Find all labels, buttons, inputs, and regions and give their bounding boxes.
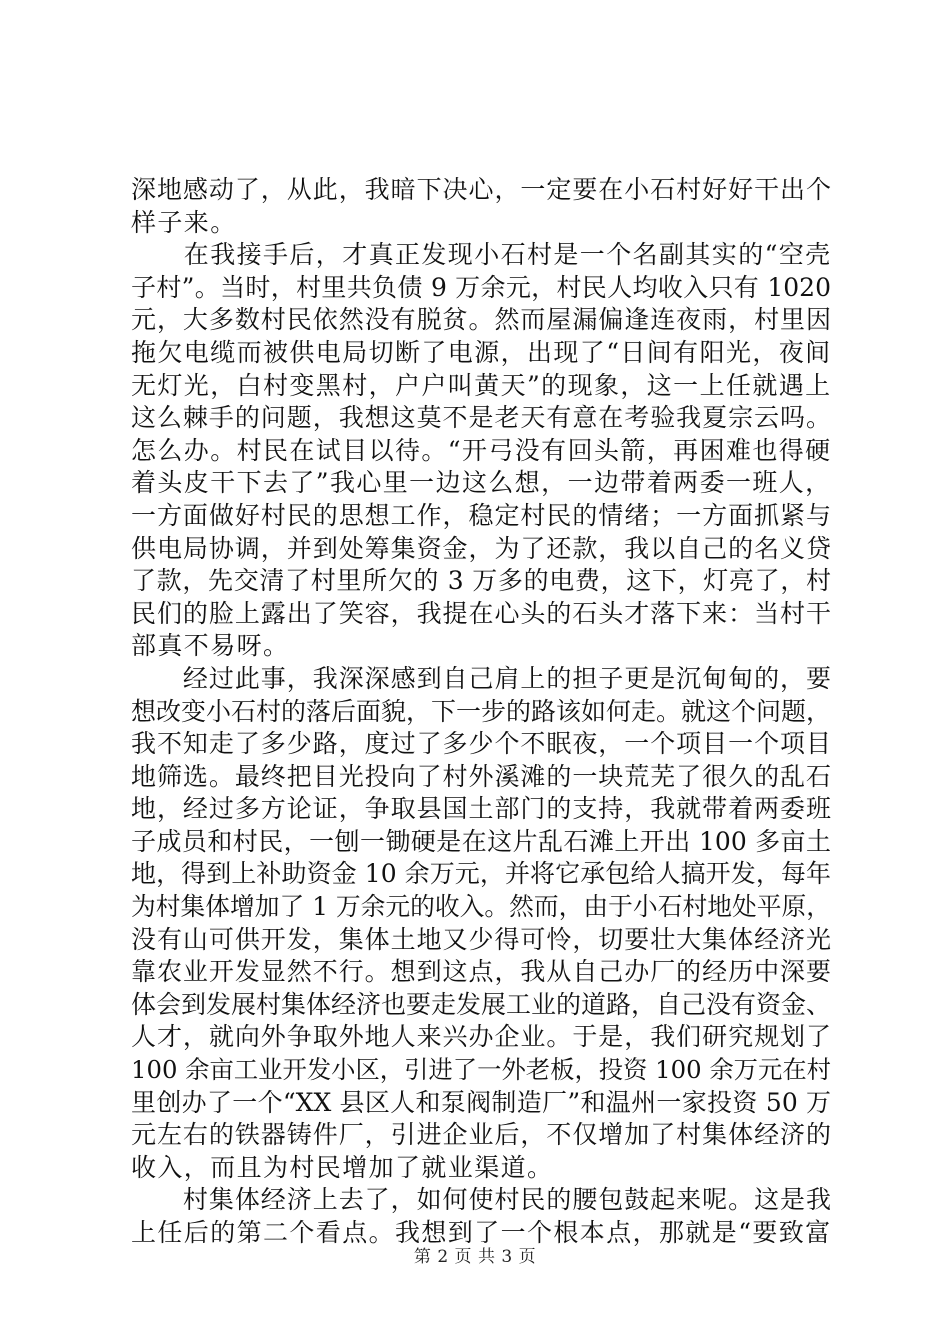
text-line: 里创办了一个“XX 县区人和泵阀制造厂”和温州一家投资 50 万	[131, 1087, 831, 1117]
text-line: 供电局协调，并到处筹集资金，为了还款，我以自己的名义贷	[131, 533, 831, 563]
text-line: 经过此事，我深深感到自己肩上的担子更是沉甸甸的，要	[131, 663, 831, 693]
page-footer: 第 2 页 共 3 页	[413, 1247, 537, 1267]
text-line: 拖欠电缆而被供电局切断了电源，出现了“日间有阳光，夜间	[131, 337, 832, 367]
text-line: 深地感动了，从此，我暗下决心，一定要在小石村好好干出个	[131, 175, 831, 204]
text-line: 上任后的第二个看点。我想到了一个根本点，那就是“要致富	[131, 1218, 832, 1247]
text-line: 无灯光，白村变黑村，户户叫黄天”的现象，这一上任就遇上	[131, 370, 832, 400]
text-line: 靠农业开发显然不行。想到这点，我从自己办厂的经历中深要	[131, 957, 831, 987]
text-line: 村集体经济上去了，如何使村民的腰包鼓起来呢。这是我	[131, 1185, 831, 1215]
text-line: 子村”。当时，村里共负债 9 万余元，村民人均收入只有 1020	[131, 272, 831, 302]
body-text	[131, 174, 831, 1250]
text-line: 100 余亩工业开发小区，引进了一外老板，投资 100 余万元在村	[131, 1055, 831, 1085]
text-line: 子成员和村民，一刨一锄硬是在这片乱石滩上开出 100 多亩土	[131, 826, 831, 856]
text-line: 人才，就向外争取外地人来兴办企业。于是，我们研究规划了	[131, 1022, 831, 1052]
text-line: 地，经过多方论证，争取县国土部门的支持，我就带着两委班	[131, 794, 831, 824]
text-line: 我不知走了多少路，度过了多少个不眠夜，一个项目一个项目	[131, 729, 831, 759]
text-line: 一方面做好村民的思想工作，稳定村民的情绪；一方面抓紧与	[131, 500, 831, 530]
text-line: 了款，先交清了村里所欠的 3 万多的电费，这下，灯亮了，村	[131, 566, 831, 596]
text-line: 收入，而且为村民增加了就业渠道。	[131, 1152, 554, 1182]
text-line: 没有山可供开发，集体土地又少得可怜，切要壮大集体经济光	[131, 924, 831, 954]
text-line: 体会到发展村集体经济也要走发展工业的道路，自己没有资金、	[131, 989, 832, 1019]
text-line: 在我接手后，才真正发现小石村是一个名副其实的“空壳	[131, 240, 832, 270]
text-line: 想改变小石村的落后面貌，下一步的路该如何走。就这个问题，	[131, 696, 832, 726]
text-line: 部真不易呀。	[131, 631, 290, 661]
text-line: 地，得到上补助资金 10 余万元，并将它承包给人搞开发，每年	[131, 859, 831, 889]
text-line: 地筛选。最终把目光投向了村外溪滩的一块荒芜了很久的乱石	[131, 761, 831, 791]
text-line: 怎么办。村民在试目以待。“开弓没有回头箭，再困难也得硬	[131, 435, 832, 465]
text-line: 元左右的铁器铸件厂，引进企业后，不仅增加了村集体经济的	[131, 1120, 831, 1150]
text-line: 样子来。	[131, 207, 237, 237]
text-line: 这么棘手的问题，我想这莫不是老天有意在考验我夏宗云吗。	[131, 403, 831, 433]
text-line: 为村集体增加了 1 万余元的收入。然而，由于小石村地处平原，	[131, 892, 831, 922]
text-line: 着头皮干下去了”我心里一边这么想，一边带着两委一班人，	[131, 468, 832, 498]
text-line: 民们的脸上露出了笑容，我提在心头的石头才落下来：当村干	[131, 598, 831, 628]
text-line: 元，大多数村民依然没有脱贫。然而屋漏偏逢连夜雨，村里因	[131, 305, 831, 335]
